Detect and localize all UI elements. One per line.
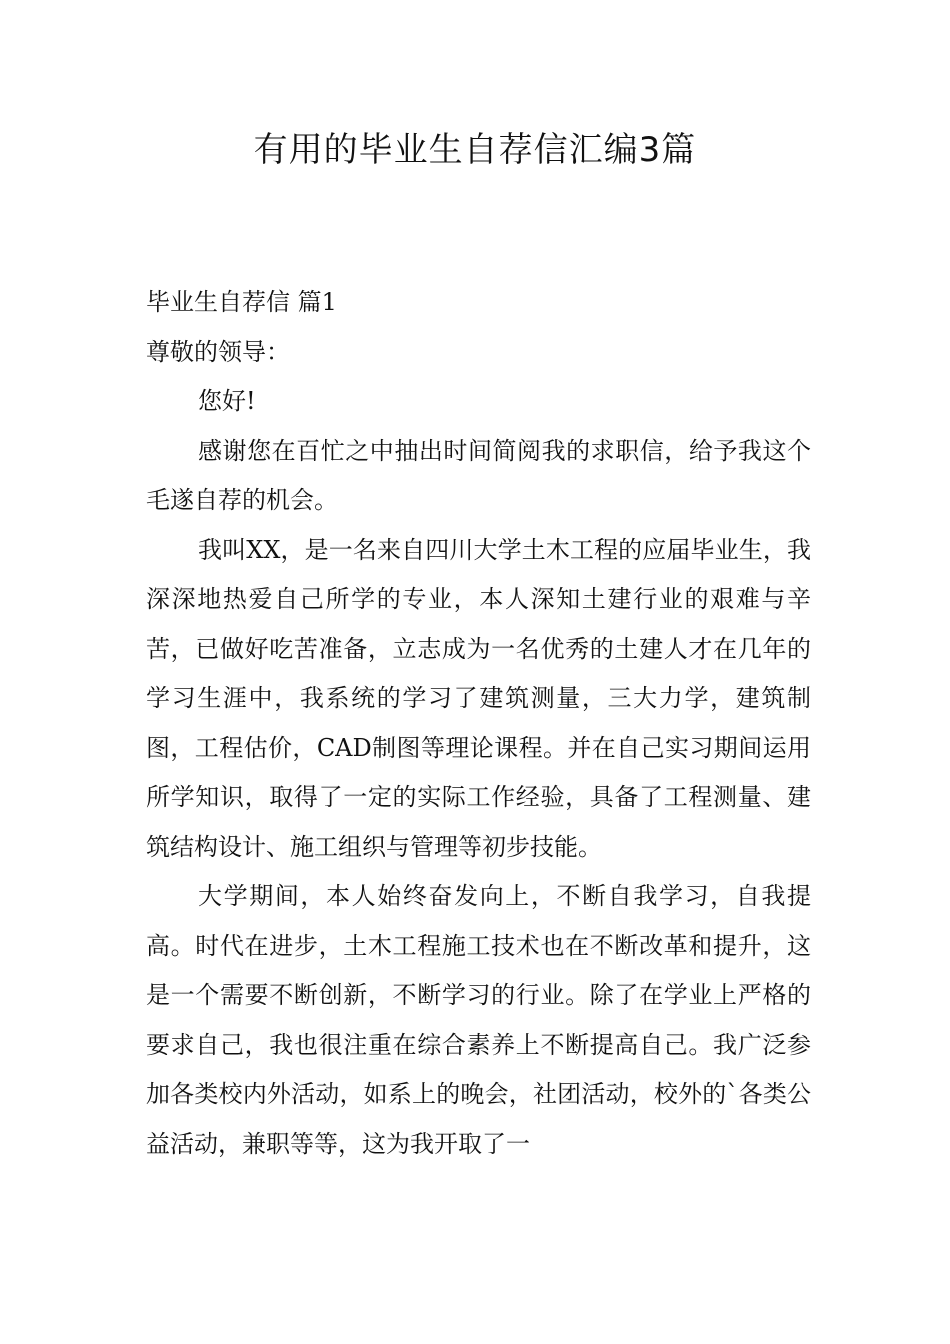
body-paragraph: 大学期间，本人始终奋发向上，不断自我学习，自我提高。时代在进步，土木工程施工技术也在不断改革和提升，这是一个需要不断创新，不断学习的行业。除了在学业上严格的要求自己，我也很注重在综合素养上不断提高自己。我广泛参加各类校内外活动，如系上的晚会，社团活动，校外的`各类公益活动，兼职等等，这为我开取了一 (146, 882, 811, 1158)
body-paragraph: 我叫XX，是一名来自四川大学土木工程的应届毕业生，我深深地热爱自己所学的专业，本人深知土建行业的艰难与辛苦，已做好吃苦准备，立志成为一名优秀的土建人才在几年的学习生涯中，我系统的学习了建筑测量，三大力学，建筑制图，工程估价，CAD制图等理论课程。并在自己实习期间运用所学知识，取得了一定的实际工作经验，具备了工程测量、建筑结构设计、施工组织与管理等初步技能。 (146, 535, 811, 861)
section-heading: 毕业生自荐信 篇1 (146, 288, 337, 316)
salutation: 尊敬的领导： (146, 337, 290, 366)
document-title: 有用的毕业生自荐信汇编3篇 (253, 130, 697, 170)
document-body (146, 278, 811, 1169)
body-paragraph: 感谢您在百忙之中抽出时间简阅我的求职信，给予我这个毛遂自荐的机会。 (146, 436, 811, 514)
greeting: 您好! (198, 387, 256, 415)
